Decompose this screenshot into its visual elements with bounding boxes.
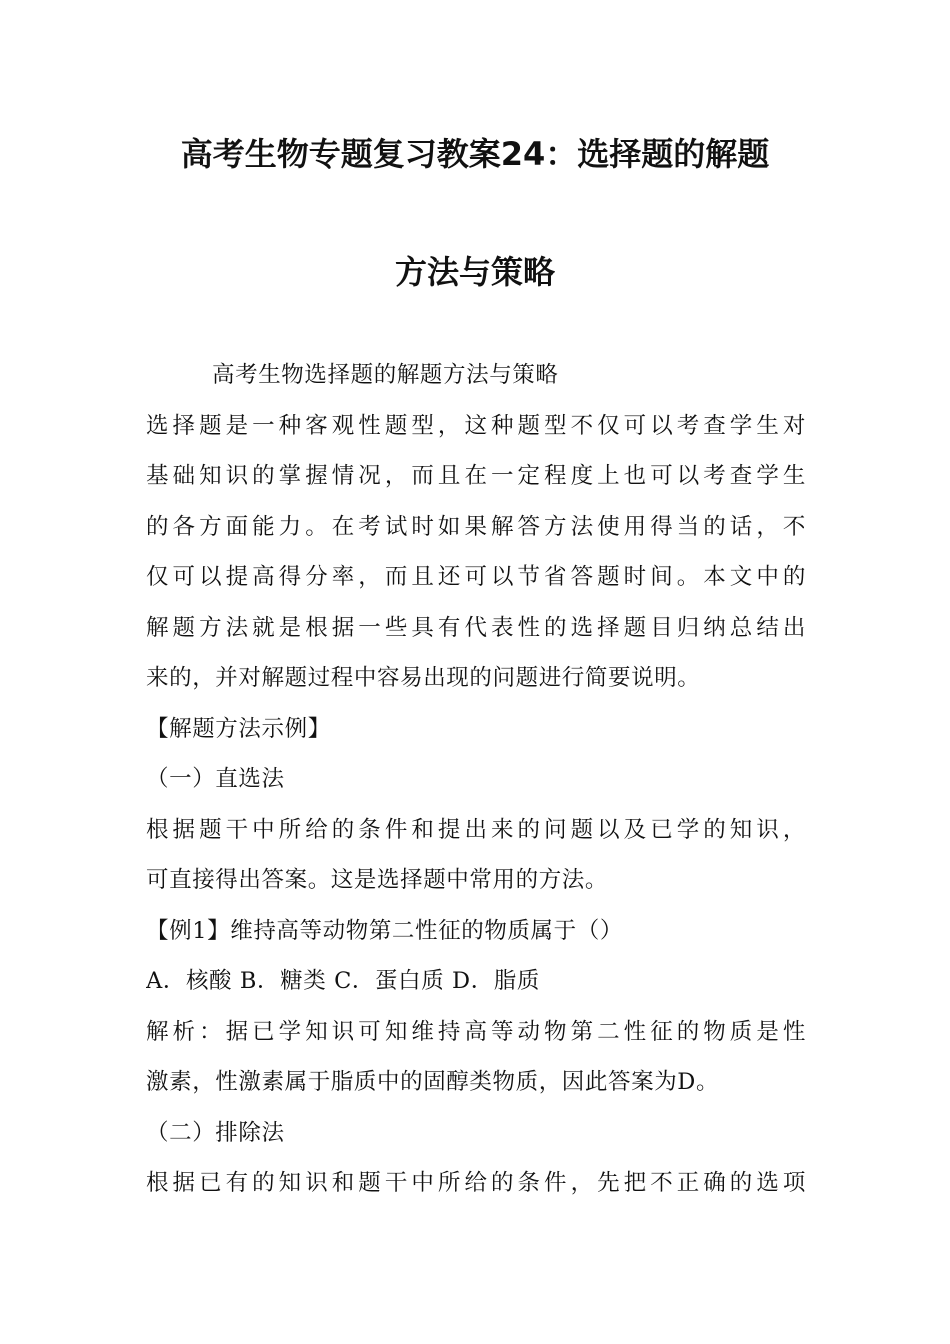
- analysis-line: 解析：据已学知识可知维持高等动物第二性征的物质是性: [146, 1018, 806, 1045]
- example-options: A．核酸 B．糖类 C．蛋白质 D．脂质: [146, 968, 540, 994]
- paragraph-line: 选择题是一种客观性题型，这种题型不仅可以考查学生对: [146, 412, 806, 439]
- paragraph-line: 基础知识的掌握情况，而且在一定程度上也可以考查学生: [146, 463, 806, 489]
- paragraph-line: 来的，并对解题过程中容易出现的问题进行简要说明。: [146, 665, 701, 691]
- paragraph-line: 的各方面能力。在考试时如果解答方法使用得当的话，不: [146, 513, 806, 540]
- paragraph-line: 根据题干中所给的条件和提出来的问题以及已学的知识，: [146, 816, 806, 843]
- analysis-line: 激素，性激素属于脂质中的固醇类物质，因此答案为D。: [146, 1069, 720, 1095]
- document-body: [146, 350, 806, 1209]
- subtitle-line: 高考生物选择题的解题方法与策略: [212, 362, 559, 388]
- section-heading: 【解题方法示例】: [146, 715, 331, 742]
- document-title-line-1: 高考生物专题复习教案24：选择题的解题: [180, 135, 770, 173]
- paragraph-line: 根据已有的知识和题干中所给的条件，先把不正确的选项: [146, 1170, 806, 1196]
- paragraph-line: 仅可以提高得分率，而且还可以节省答题时间。本文中的: [146, 564, 806, 590]
- document-title-line-2: 方法与策略: [394, 253, 555, 291]
- paragraph-line: 解题方法就是根据一些具有代表性的选择题目归纳总结出: [146, 614, 806, 641]
- method-heading: （二）排除法: [146, 1119, 285, 1146]
- example-question: 【例1】维持高等动物第二性征的物质属于（）: [146, 917, 623, 944]
- method-heading: （一）直选法: [146, 766, 285, 792]
- paragraph-line: 可直接得出答案。这是选择题中常用的方法。: [146, 867, 609, 893]
